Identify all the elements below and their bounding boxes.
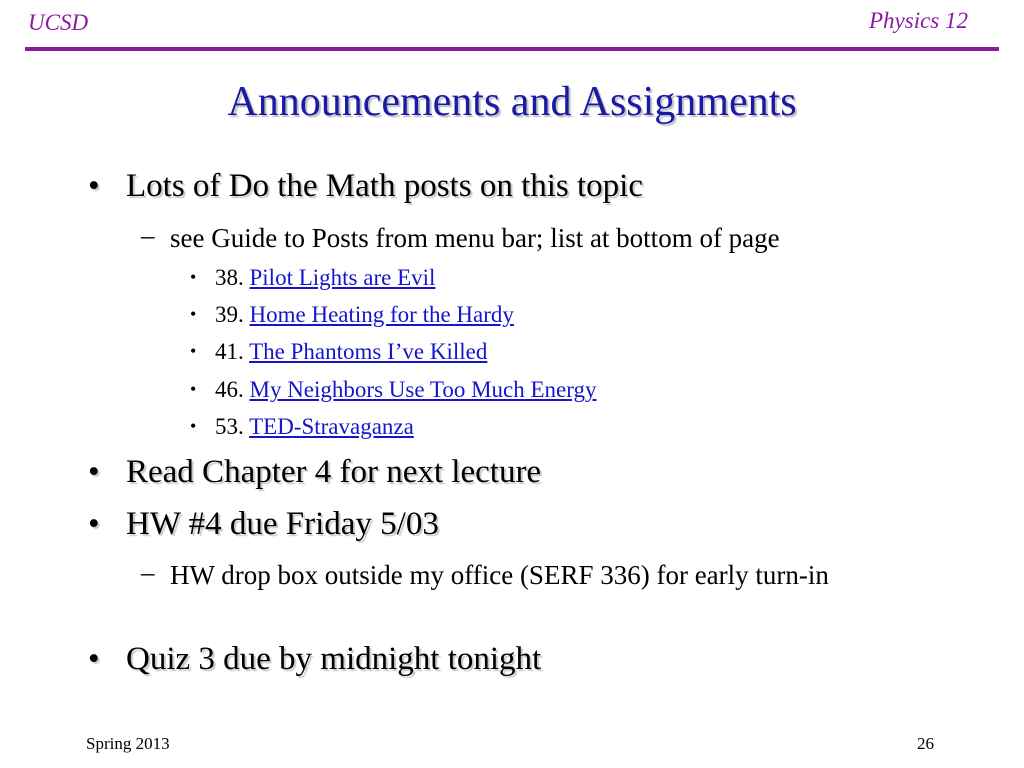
bullet-text: Quiz 3 due by midnight tonight xyxy=(126,641,542,677)
subbullet-text: HW drop box outside my office (SERF 336) for early turn-in xyxy=(170,560,829,590)
bullet-text: Lots of Do the Math posts on this topic xyxy=(126,168,643,204)
post-link[interactable]: Pilot Lights are Evil xyxy=(249,265,436,290)
post-number: 39. xyxy=(215,302,244,327)
post-number: 41. xyxy=(215,339,244,364)
post-link[interactable]: Home Heating for the Hardy xyxy=(249,302,514,327)
dash-marker: – xyxy=(141,557,155,587)
bullet-marker: • xyxy=(190,416,197,436)
slide-header-right: Physics 12 xyxy=(868,8,968,33)
post-link[interactable]: The Phantoms I’ve Killed xyxy=(249,339,488,364)
bullet-marker: • xyxy=(88,506,100,542)
bullet-marker: • xyxy=(88,454,100,490)
bullet-marker: • xyxy=(190,267,197,287)
post-number: 46. xyxy=(215,377,244,402)
slide-title: Announcements and Assignments xyxy=(227,79,797,125)
footer-term: Spring 2013 xyxy=(86,734,170,753)
slide-header-left: UCSD xyxy=(28,10,89,35)
post-link[interactable]: My Neighbors Use Too Much Energy xyxy=(249,377,597,402)
bullet-text: Read Chapter 4 for next lecture xyxy=(126,454,542,490)
bullet-marker: • xyxy=(190,341,197,361)
bullet-marker: • xyxy=(88,641,100,677)
header-divider xyxy=(25,47,999,51)
post-link[interactable]: TED-Stravaganza xyxy=(249,414,414,439)
subbullet-text: see Guide to Posts from menu bar; list at bottom of page xyxy=(170,223,780,253)
bullet-text: HW #4 due Friday 5/03 xyxy=(126,506,439,542)
slide-number: 26 xyxy=(917,734,934,753)
bullet-marker: • xyxy=(190,304,197,324)
post-number: 38. xyxy=(215,265,244,290)
post-number: 53. xyxy=(215,414,244,439)
dash-marker: – xyxy=(141,220,155,250)
bullet-marker: • xyxy=(88,168,100,204)
bullet-marker: • xyxy=(190,379,197,399)
